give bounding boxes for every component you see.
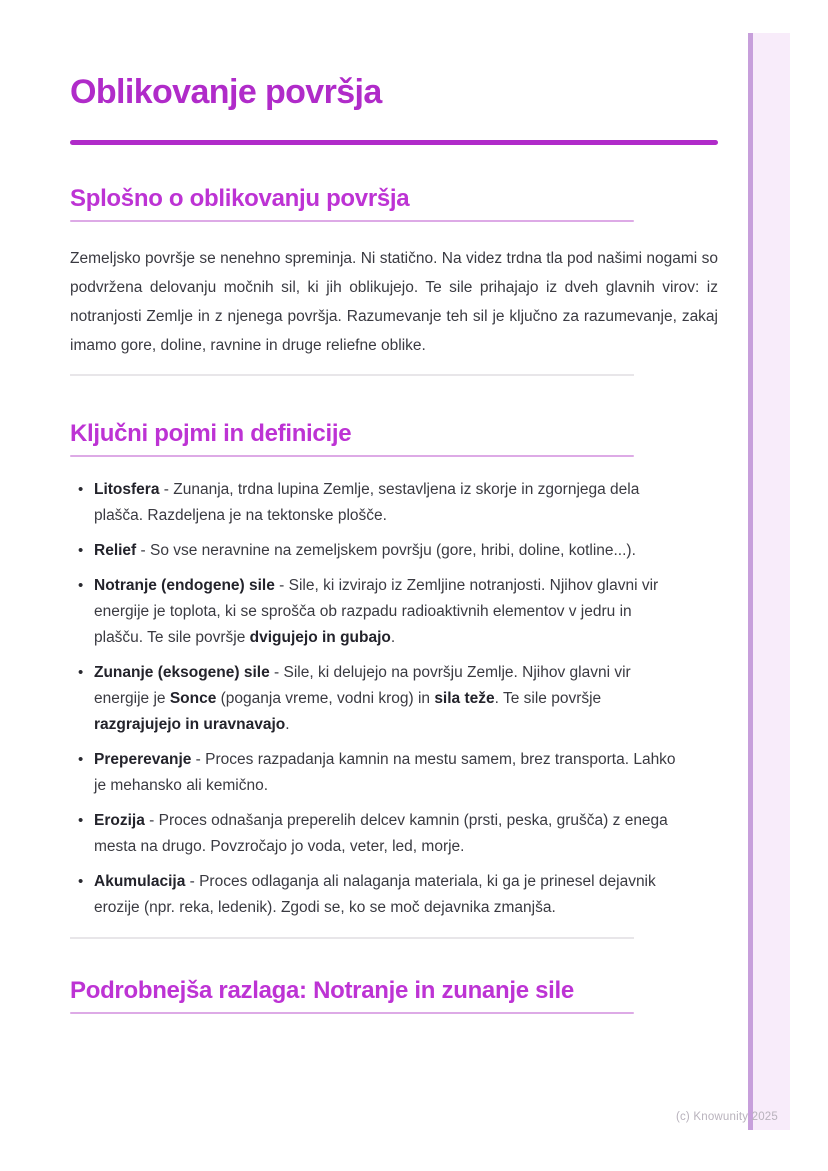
- definition-term: Erozija: [94, 812, 145, 830]
- definition-item: • Preperevanje - Proces razpadanja kamnin na mestu samem, brez transporta. Lahko je mehansko ali kemično.: [94, 747, 684, 799]
- definition-term: Akumulacija: [94, 873, 186, 891]
- bold-text: Sonce: [169, 690, 217, 708]
- document-content: [70, 0, 718, 1014]
- section-splosno: [70, 183, 718, 360]
- section-pojmi: [70, 418, 718, 921]
- section-podrobnejsa: [70, 975, 718, 1014]
- definition-term: Notranje (endogene) sile: [94, 577, 275, 595]
- page-title: Oblikovanje površja: [70, 73, 382, 111]
- definition-item: • Notranje (endogene) sile - Sile, ki izvirajo iz Zemljine notranjosti. Njihov glavni vir energije je toplota, ki se sprošča ob razpadu radioaktivnih elementov v jedru in plašču. Te sile površje dvigujejo in gubajo.: [94, 573, 684, 651]
- definition-item: • Relief - So vse neravnine na zemeljskem površju (gore, hribi, doline, kotline...).: [94, 538, 684, 564]
- definition-term: Relief: [94, 542, 137, 560]
- right-edge-stripe: [748, 33, 790, 1130]
- heading-underline: [70, 455, 634, 457]
- section-divider: [70, 937, 634, 939]
- definition-item: • Erozija - Proces odnašanja preperelih delcev kamnin (prsti, peska, grušča) z enega mesta na drugo. Povzročajo jo voda, veter, led, morje.: [94, 808, 684, 860]
- section-heading-splosno: Splošno o oblikovanju površja: [70, 184, 410, 212]
- section-heading-pojmi: Ključni pojmi in definicije: [70, 419, 352, 447]
- definition-item: • Zunanje (eksogene) sile - Sile, ki delujejo na površju Zemlje. Njihov glavni vir energije je Sonce (poganja vreme, vodni krog) in sila teže. Te sile površje razgrajujejo in uravnavajo.: [94, 660, 684, 738]
- heading-underline: [70, 1012, 634, 1014]
- title-rule: [70, 140, 718, 145]
- bold-text: razgrajujejo in uravnavajo: [94, 716, 286, 734]
- copyright-footer: (c) Knowunity 2025: [675, 1111, 778, 1123]
- definition-term: Zunanje (eksogene) sile: [94, 664, 270, 682]
- heading-underline: [70, 220, 634, 222]
- definitions-list: [70, 477, 718, 921]
- bold-text: sila teže: [434, 690, 495, 708]
- definition-term: Litosfera: [94, 481, 160, 499]
- intro-paragraph: Zemeljsko površje se nenehno spreminja. Ni statično. Na videz trdna tla pod našimi nogami so podvržena delovanju močnih sil, ki jih oblikujejo. Te sile prihajajo iz dveh glavnih virov: iz notranjosti Zemlje in z njenega površja. Razumevanje teh sil je ključno za razumevanje, zakaj imamo gore, doline, ravnine in druge reliefne oblike.: [70, 249, 718, 354]
- definition-item: • Litosfera - Zunanja, trdna lupina Zemlje, sestavljena iz skorje in zgornjega dela plašča. Razdeljena je na tektonske plošče.: [94, 477, 684, 529]
- bold-text: dvigujejo in gubajo: [249, 629, 391, 647]
- section-heading-podrobnejsa: Podrobnejša razlaga: Notranje in zunanje sile: [70, 977, 574, 1005]
- section-divider: [70, 374, 634, 376]
- definition-term: Preperevanje: [94, 751, 192, 769]
- definition-item: • Akumulacija - Proces odlaganja ali nalaganja materiala, ki ga je prinesel dejavnik erozije (npr. reka, ledenik). Zgodi se, ko se moč dejavnika zmanjša.: [94, 869, 684, 921]
